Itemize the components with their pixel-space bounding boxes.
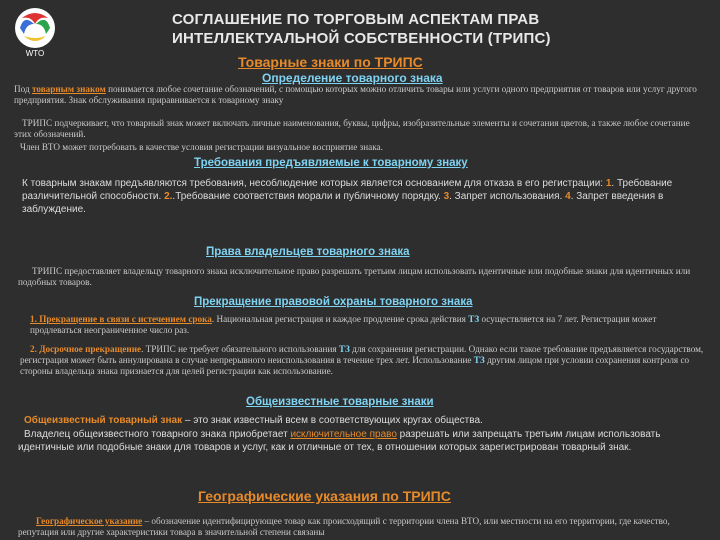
definition-term: товарным знаком bbox=[31, 84, 106, 94]
wellknown-paragraph-2: Владелец общеизвестного товарного знака приобретает исключительное право разрешать или запрещать третьим лицам использовать идентичные или подобные знаки для товаров и услуг, как и отличные от тех, в отношении которых зарегистрирован товарный знак. bbox=[18, 429, 661, 453]
wellknown-paragraph-1: Общеизвестный товарный знак – это знак известный всем в соответствующих кругах общества. bbox=[24, 415, 483, 426]
geo-paragraph: Географическое указание – обозначение идентифицирующее товар как происходящий с территории члена ВТО, или местности на его территории, где качество, репутация или другие характеристики товара в значительной степени связаны bbox=[18, 516, 670, 537]
definition-paragraph-2: ТРИПС подчеркивает, что товарный знак может включать личные наименования, буквы, цифры, изобразительные элементы и сочетания цветов, а также любое сочетание этих обозначений. bbox=[14, 118, 690, 139]
termination-paragraph-1: 1. Прекращение в связи с истечением срока. Национальная регистрация и каждое продление срока действия ТЗ осуществляется на 7 лет. Регистрация может продлеваться неограниченное число раз. bbox=[30, 314, 657, 335]
definition-paragraph-3: Член ВТО может потребовать в качестве условия регистрации визуальное восприятие знака. bbox=[20, 142, 383, 152]
section-title-requirements: Требования предъявляемые к товарному знаку bbox=[194, 157, 468, 169]
header bbox=[0, 0, 720, 56]
wto-logo-icon bbox=[12, 6, 58, 58]
section-title-geo: Географические указания по ТРИПС bbox=[198, 488, 451, 504]
requirements-paragraph: К товарным знакам предъявляются требования, несоблюдение которых является основанием для отказа в его регистрации: 1. Требование различительной способности. 2..Требование соответствия морали и публичному порядку. 3. Запрет использования. 4. Запрет введения в заблуждение. bbox=[22, 178, 673, 215]
section-title-trademarks: Товарные знаки по ТРИПС bbox=[238, 54, 423, 70]
section-title-rights: Права владельцев товарного знака bbox=[206, 246, 410, 258]
definition-paragraph-1: Под товарным знаком понимается любое сочетание обозначений, с помощью которых можно отличить товары или услуги одного предприятия от товаров или услуг другого предприятия. Знак обслуживания приравнивается к товарному знаку bbox=[14, 84, 697, 105]
rights-paragraph: ТРИПС предоставляет владельцу товарного знака исключительное право разрешать третьим лицам использовать идентичные или подобные знаки для идентичных или подобных товаров. bbox=[18, 266, 691, 287]
logo-text: WTO bbox=[25, 49, 45, 58]
section-title-termination: Прекращение правовой охраны товарного знака bbox=[194, 296, 473, 308]
termination-paragraph-2: 2. Досрочное прекращение. ТРИПС не требует обязательного использования ТЗ для сохранения регистрации. Однако если такое требование предъявляется государством, регистрация может быть аннулирована в случае непрерывного неиспользования в течение трех лет. Использование ТЗ другим лицом при условии сохранения контроля со стороны владельца знака признается для целей регистрации как использование. bbox=[20, 344, 704, 376]
page-title: СОГЛАШЕНИЕ ПО ТОРГОВЫМ АСПЕКТАМ ПРАВ ИНТЕЛЛЕКТУАЛЬНОЙ СОБСТВЕННОСТИ (ТРИПС) bbox=[172, 11, 551, 47]
section-title-wellknown: Общеизвестные товарные знаки bbox=[246, 396, 434, 408]
exclusive-right-link[interactable]: исключительное право bbox=[290, 429, 397, 440]
section-title-definition: Определение товарного знака bbox=[262, 71, 443, 85]
